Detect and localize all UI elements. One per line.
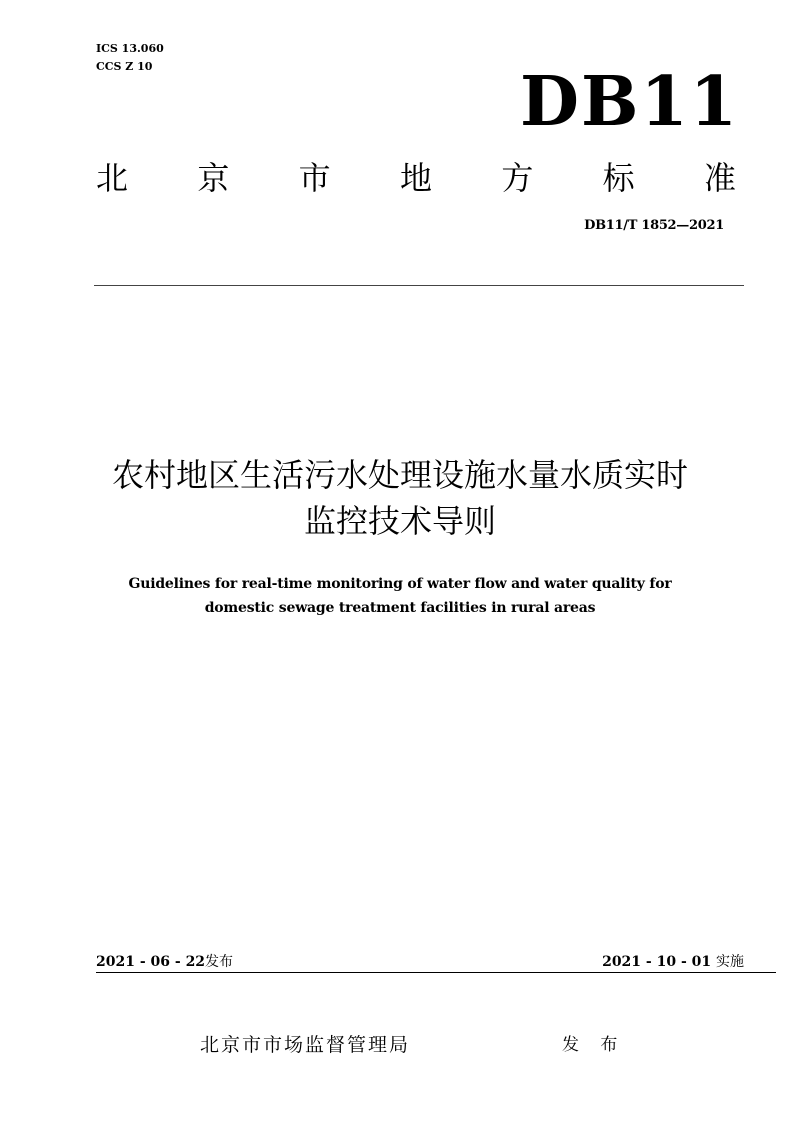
ccs-code: CCS Z 10 <box>96 60 153 73</box>
standard-number: DB11/T 1852—2021 <box>584 218 724 233</box>
standard-type-char: 市 <box>298 159 331 197</box>
title-cn-line-2: 监控技术导则 <box>303 502 496 540</box>
standard-type-char: 标 <box>602 159 635 197</box>
header-divider <box>94 285 744 286</box>
standard-type-char: 准 <box>703 159 736 197</box>
standard-type-char: 京 <box>197 159 230 197</box>
ics-code: ICS 13.060 <box>96 42 164 55</box>
standard-type-char: 方 <box>501 159 534 197</box>
standard-code-mark: DB11 <box>520 62 740 142</box>
publish-date-block <box>96 951 233 971</box>
standard-type-char: 北 <box>96 159 129 197</box>
issuing-authority: 北京市市场监督管理局 <box>200 1034 411 1056</box>
title-en-line-1: Guidelines for real-time monitoring of water flow and water quality for <box>128 576 672 592</box>
title-chinese <box>60 452 740 544</box>
publish-date: 2021 - 06 - 22 <box>96 954 206 970</box>
issue-label: 发 布 <box>562 1035 626 1055</box>
standard-type-char: 地 <box>399 159 432 197</box>
title-en-line-2: domestic sewage treatment facilities in rural areas <box>204 600 596 616</box>
implement-date: 2021 - 10 - 01 <box>602 954 712 970</box>
implement-label: 实施 <box>716 954 744 970</box>
publish-label: 发布 <box>205 954 234 970</box>
title-english <box>60 572 740 620</box>
implement-date-block <box>602 951 744 971</box>
standard-type-heading <box>96 158 736 198</box>
title-cn-line-1: 农村地区生活污水处理设施水量水质实时 <box>111 456 688 494</box>
classification-codes <box>96 40 164 76</box>
